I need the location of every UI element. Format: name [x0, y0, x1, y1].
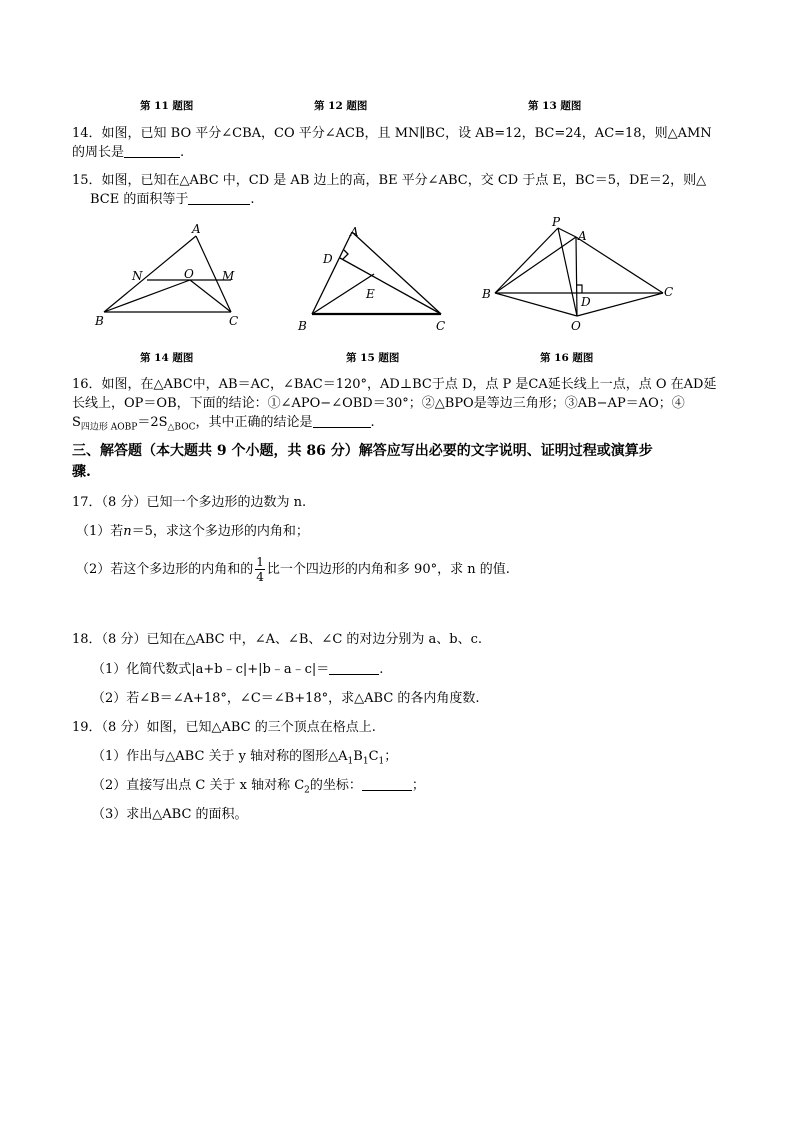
caption-fig11: 第 11 题图 [140, 100, 194, 112]
q17-part2-pre: （2）若这个多边形的内角和的 [76, 562, 254, 577]
q17-fraction [255, 555, 265, 584]
fig14-label-a: A [192, 222, 201, 236]
fig16-line-po [558, 228, 577, 316]
q16-area-mid: ＝2S [137, 415, 168, 430]
q19-part3: （3）求出△ABC 的面积。 [92, 807, 248, 822]
fig16-label-p: P [552, 215, 561, 229]
q17-stem: 17．（8 分）已知一个多边形的边数为 n. [72, 495, 307, 510]
fig16-label-d: D [581, 295, 591, 309]
q14-line2: 的周长是 . [72, 145, 185, 160]
q17-part1-post: ＝5，求这个多边形的内角和； [131, 524, 309, 539]
q15-answer-blank[interactable] [188, 192, 250, 205]
q19-sub-c1: 1 [378, 756, 385, 767]
q18-answer-blank[interactable] [329, 662, 379, 675]
q16-answer-blank[interactable] [313, 415, 371, 428]
fig14-line-ab [104, 236, 196, 312]
fig15-right-angle-mark [343, 250, 348, 259]
caption-fig16: 第 16 题图 [540, 352, 594, 364]
q15-line2: BCE 的面积等于 . [90, 192, 255, 207]
q19-part1-pre: （1）作出与△ABC 关于 y 轴对称的图形△A [92, 749, 348, 764]
q18-part1-text: （1）化简代数式|a+b﹣c|+|b﹣a﹣c|＝ [92, 662, 330, 677]
q17-fraction-den: 4 [256, 570, 264, 584]
fig16-line-bo [495, 293, 577, 316]
q19-sub-b1: 1 [362, 756, 369, 767]
q19-part2-post: 的坐标： [309, 778, 362, 793]
fig15-label-b: B [298, 319, 307, 333]
q17-part2-post: 比一个四边形的内角和多 90°，求 n 的值. [266, 562, 510, 577]
fig16-label-o: O [571, 319, 581, 333]
q16-area-symbol: S [72, 415, 81, 430]
fig16-label-b: B [482, 287, 491, 301]
figure-15 [290, 218, 460, 336]
q14-answer-blank[interactable] [124, 145, 180, 158]
fig14-label-o: O [184, 267, 194, 281]
fig16-label-a: A [578, 229, 587, 243]
q15-line2-text: BCE 的面积等于 [90, 192, 189, 207]
q17-part1-pre: （1）若 [76, 524, 124, 539]
q19-answer-blank[interactable] [362, 778, 412, 791]
caption-fig12: 第 12 题图 [314, 100, 368, 112]
fig16-line-ba [495, 237, 576, 293]
section3-header-line2: 骤. [72, 464, 91, 480]
fig16-line-bp [495, 228, 558, 293]
q19-stem: 19．（8 分）如图，已知△ABC 的三个顶点在格点上. [72, 720, 376, 735]
q17-part1-var: n [123, 524, 132, 539]
fig14-label-m: M [222, 269, 235, 283]
q14-line1: 14．如图，已知 BO 平分∠CBA，CO 平分∠ACB，且 MN∥BC，设 AB=12，BC=24，AC=18，则△AMN [72, 126, 712, 141]
fig16-line-ao [576, 237, 577, 316]
q18-part2: （2）若∠B＝∠A+18°，∠C＝∠B+18°，求△ABC 的各内角度数. [92, 691, 480, 706]
fig14-label-b: B [95, 314, 104, 328]
q18-part1: （1）化简代数式|a+b﹣c|+|b﹣a﹣c|＝ . [92, 662, 384, 677]
q18-stem: 18．（8 分）已知在△ABC 中，∠A、∠B、∠C 的对边分别为 a、b、c. [72, 632, 483, 647]
q19-part1-b: B [353, 749, 363, 764]
q16-area-sub1: 四边形 AOBP [80, 422, 138, 433]
q16-area-sub2: △BOC [167, 422, 196, 433]
fig16-line-ac [576, 237, 663, 293]
q19-part2-pre: （2）直接写出点 C 关于 x 轴对称 C [92, 778, 305, 793]
q19-part2: （2）直接写出点 C 关于 x 轴对称 $C_2$的坐标： ； [92, 778, 425, 796]
fig15-label-a: A [350, 225, 359, 239]
q15-line1: 15．如图，已知在△ABC 中，CD 是 AB 边上的高，BE 平分∠ABC，交 CD 于点 E，BC＝5，DE＝2，则△ [72, 173, 707, 188]
section3-header-line1: 三、解答题（本大题共 9 个小题，共 86 分）解答应写出必要的文字说明、证明过程或演算步 [72, 443, 653, 459]
q17-fraction-num: 1 [256, 555, 264, 569]
fig14-line-bo [104, 280, 190, 312]
fig15-label-e: E [366, 287, 375, 301]
q17-part1 [76, 523, 309, 541]
q16-line3: $S_{四边形 AOBP}=2S_{\triangle BOC}$，其中正确的结论是 . [72, 415, 375, 433]
fig16-label-c: C [664, 285, 674, 299]
fig15-label-c: C [436, 319, 446, 333]
fig14-line-co [190, 280, 231, 312]
q19-part1-c: C [368, 749, 379, 764]
fig14-label-c: C [229, 314, 239, 328]
q19-sub-a1: 1 [347, 756, 354, 767]
q16-line2: 长线上，OP＝OB，下面的结论：①∠APO−∠OBD＝30°；②△BPO是等边三角形；③AB−AP＝AO；④ [72, 396, 685, 411]
fig15-line-ac [352, 232, 441, 314]
q19-sub-c2: 2 [304, 785, 310, 796]
figure-14 [90, 222, 250, 330]
q19-part1 [92, 748, 397, 771]
q16-line1: 16．如图，在△ABC中，AB＝AC，∠BAC＝120°，AD⊥BC于点 D，点 P 是CA延长线上一点，点 O 在AD延 [72, 377, 717, 392]
fig14-label-n: N [132, 269, 143, 283]
caption-fig15: 第 15 题图 [346, 352, 400, 364]
q19-part1-post: ； [384, 749, 398, 764]
caption-fig14: 第 14 题图 [140, 352, 194, 364]
fig16-line-pa [558, 228, 576, 237]
q14-line2-text: 的周长是 [72, 145, 125, 160]
figure-16 [478, 214, 678, 338]
q16-line3-text: ，其中正确的结论是 [195, 415, 313, 430]
q17-part2 [76, 552, 510, 588]
caption-fig13: 第 13 题图 [528, 100, 582, 112]
fig15-label-d: D [323, 252, 333, 266]
